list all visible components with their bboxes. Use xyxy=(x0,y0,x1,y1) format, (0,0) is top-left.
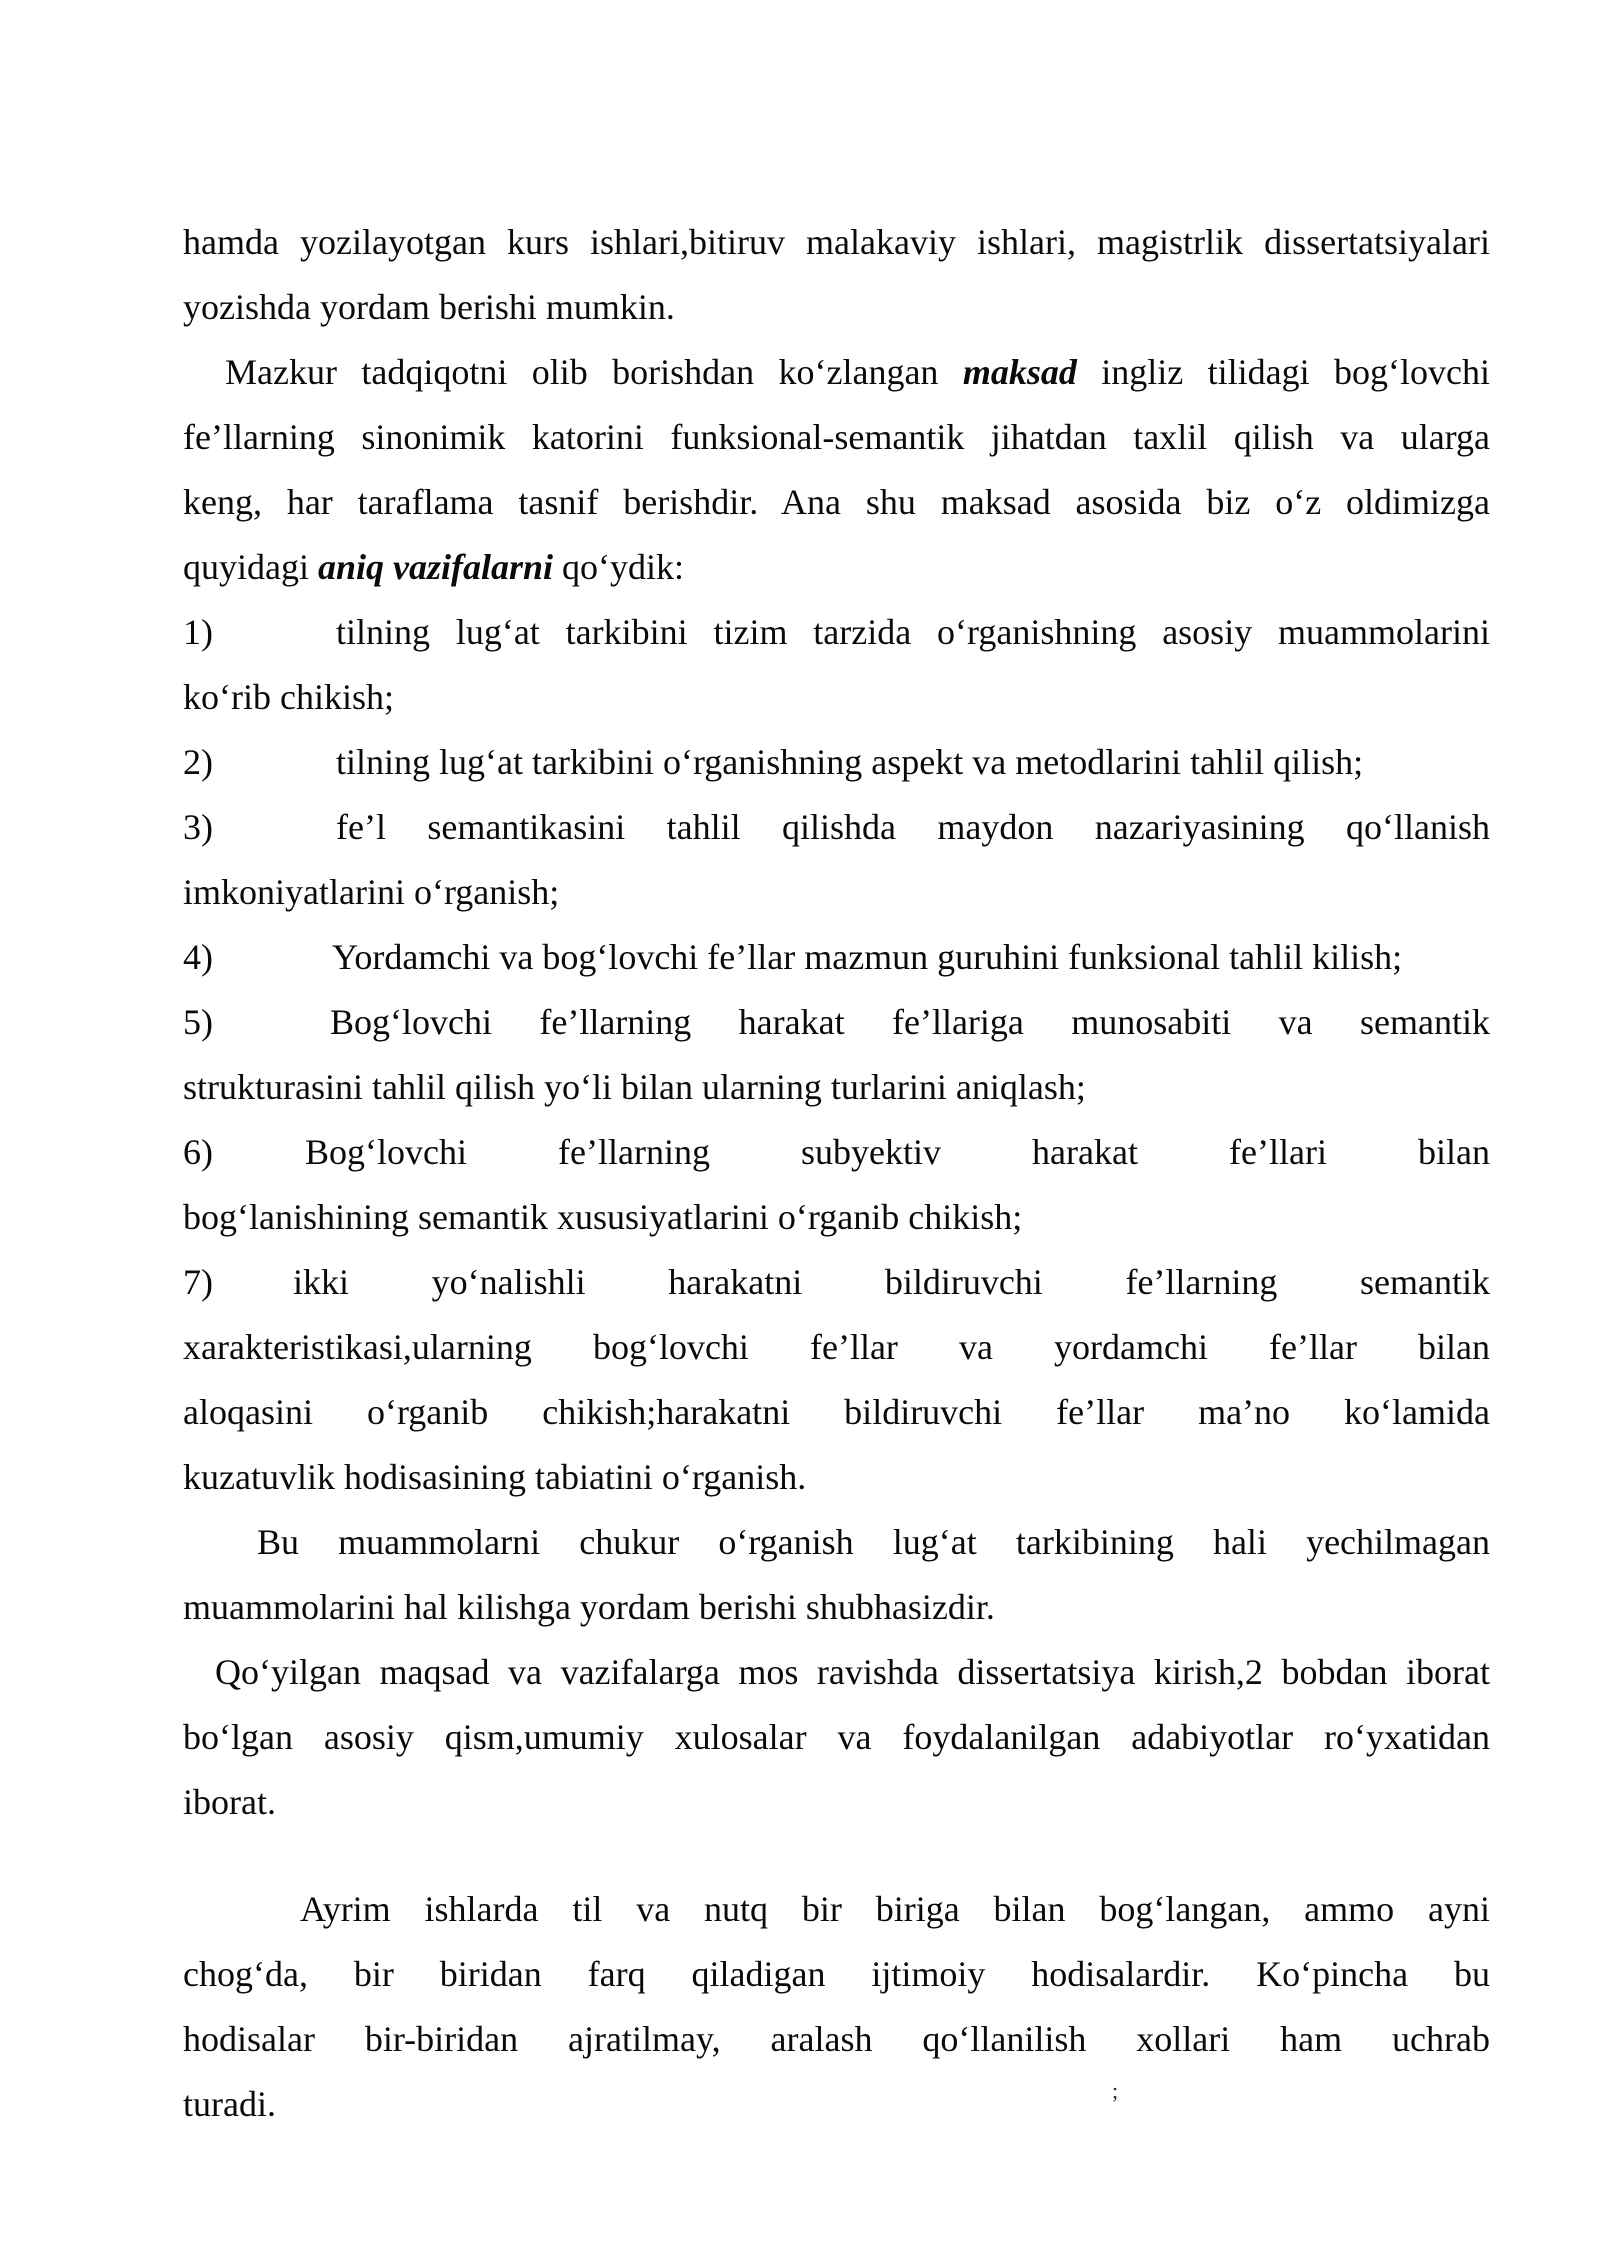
text-line: Bu muammolarni chukur o‘rganish lug‘at tarkibining hali yechilmagan xyxy=(257,1522,1490,1562)
task-number: 5) xyxy=(183,1002,213,1042)
text-line: keng, har taraflama tasnif berishdir. Ana shu maksad asosida biz o‘z oldimizga xyxy=(183,482,1490,522)
task-number: 7) xyxy=(183,1262,213,1302)
text-line xyxy=(183,535,1490,600)
tab-space xyxy=(213,1293,293,1294)
task-line xyxy=(183,795,1490,860)
text-line: Ayrim ishlarda til va nutq bir biriga bilan bog‘langan, ammo ayni xyxy=(300,1889,1490,1929)
task-line: ko‘rib chikish; xyxy=(183,677,394,717)
text-segment: Yordamchi va bog‘lovchi fe’llar mazmun guruhini funksional tahlil kilish; xyxy=(332,937,1403,977)
document-page xyxy=(183,210,1490,2137)
text-line: iborat. xyxy=(183,1782,276,1822)
text-line: chog‘da, bir biridan farq qiladigan ijtimoiy hodisalardir. Ko‘pincha bu xyxy=(183,1954,1490,1994)
text-line: bo‘lgan asosiy qism,umumiy xulosalar va foydalanilgan adabiyotlar ro‘yxatidan xyxy=(183,1717,1490,1757)
task-line xyxy=(183,600,1490,665)
task-line: strukturasini tahlil qilish yo‘li bilan ularning turlarini aniqlash; xyxy=(183,1067,1086,1107)
task-line: imkoniyatlarini o‘rganish; xyxy=(183,872,560,912)
text-line: hamda yozilayotgan kurs ishlari,bitiruv malakaviy ishlari, magistrlik dissertatsiyalari xyxy=(183,222,1490,262)
text-segment: Mazkur tadqiqotni olib borishdan ko‘zlangan xyxy=(225,352,963,392)
task-line xyxy=(183,990,1490,1055)
task-number: 1) xyxy=(183,612,213,652)
text-segment: ingliz tilidagi bog‘lovchi xyxy=(1076,352,1490,392)
bold-italic-term: aniq vazifalarni xyxy=(317,547,554,587)
text-line xyxy=(183,340,1490,405)
task-line: xarakteristikasi,ularning bog‘lovchi fe’llar va yordamchi fe’llar bilan xyxy=(183,1327,1490,1367)
text-segment: ikki yo‘nalishli harakatni bildiruvchi fe’llarning semantik xyxy=(293,1262,1490,1302)
tab-space xyxy=(213,643,336,644)
stray-semicolon: ; xyxy=(1112,2078,1119,2103)
text-segment: Bog‘lovchi fe’llarning harakat fe’llariga munosabiti va semantik xyxy=(330,1002,1490,1042)
tab-space xyxy=(213,1163,305,1164)
text-line: fe’llarning sinonimik katorini funksional-semantik jihatdan taxlil qilish va ularga xyxy=(183,417,1490,457)
tab-space xyxy=(213,968,332,969)
tab-space xyxy=(213,773,336,774)
text-line: muammolarini hal kilishga yordam berishi shubhasizdir. xyxy=(183,1587,995,1627)
task-line: kuzatuvlik hodisasining tabiatini o‘rganish. xyxy=(183,1457,807,1497)
text-line: Qo‘yilgan maqsad va vazifalarga mos ravishda dissertatsiya kirish,2 bobdan iborat xyxy=(215,1652,1490,1692)
bold-italic-term: maksad xyxy=(962,352,1077,392)
tab-space xyxy=(213,838,336,839)
tab-space xyxy=(213,1033,330,1034)
task-number: 6) xyxy=(183,1132,213,1172)
text-segment: quyidagi xyxy=(183,547,318,587)
task-line: aloqasini o‘rganib chikish;harakatni bildiruvchi fe’llar ma’no ko‘lamida xyxy=(183,1392,1490,1432)
task-line xyxy=(183,1120,1490,1185)
text-line: yozishda yordam berishi mumkin. xyxy=(183,287,675,327)
text-segment: qo‘ydik: xyxy=(553,547,685,587)
blank-line xyxy=(183,1835,1490,1877)
task-line: bog‘lanishining semantik xususiyatlarini o‘rganib chikish; xyxy=(183,1197,1023,1237)
text-segment: fe’l semantikasini tahlil qilishda maydon nazariyasining qo‘llanish xyxy=(336,807,1490,847)
text-segment: tilning lug‘at tarkibini tizim tarzida o‘rganishning asosiy muammolarini xyxy=(336,612,1490,652)
text-segment: tilning lug‘at tarkibini o‘rganishning aspekt va metodlarini tahlil qilish; xyxy=(336,742,1364,782)
task-line xyxy=(183,730,1490,795)
task-number: 2) xyxy=(183,742,213,782)
text-line: hodisalar bir-biridan ajratilmay, aralash qo‘llanilish xollari ham uchrab xyxy=(183,2019,1490,2059)
text-segment: Bog‘lovchi fe’llarning subyektiv harakat fe’llari bilan xyxy=(305,1132,1490,1172)
text-line: turadi. xyxy=(183,2084,276,2124)
task-number: 4) xyxy=(183,937,213,977)
task-number: 3) xyxy=(183,807,213,847)
task-line xyxy=(183,925,1490,990)
task-line xyxy=(183,1250,1490,1315)
